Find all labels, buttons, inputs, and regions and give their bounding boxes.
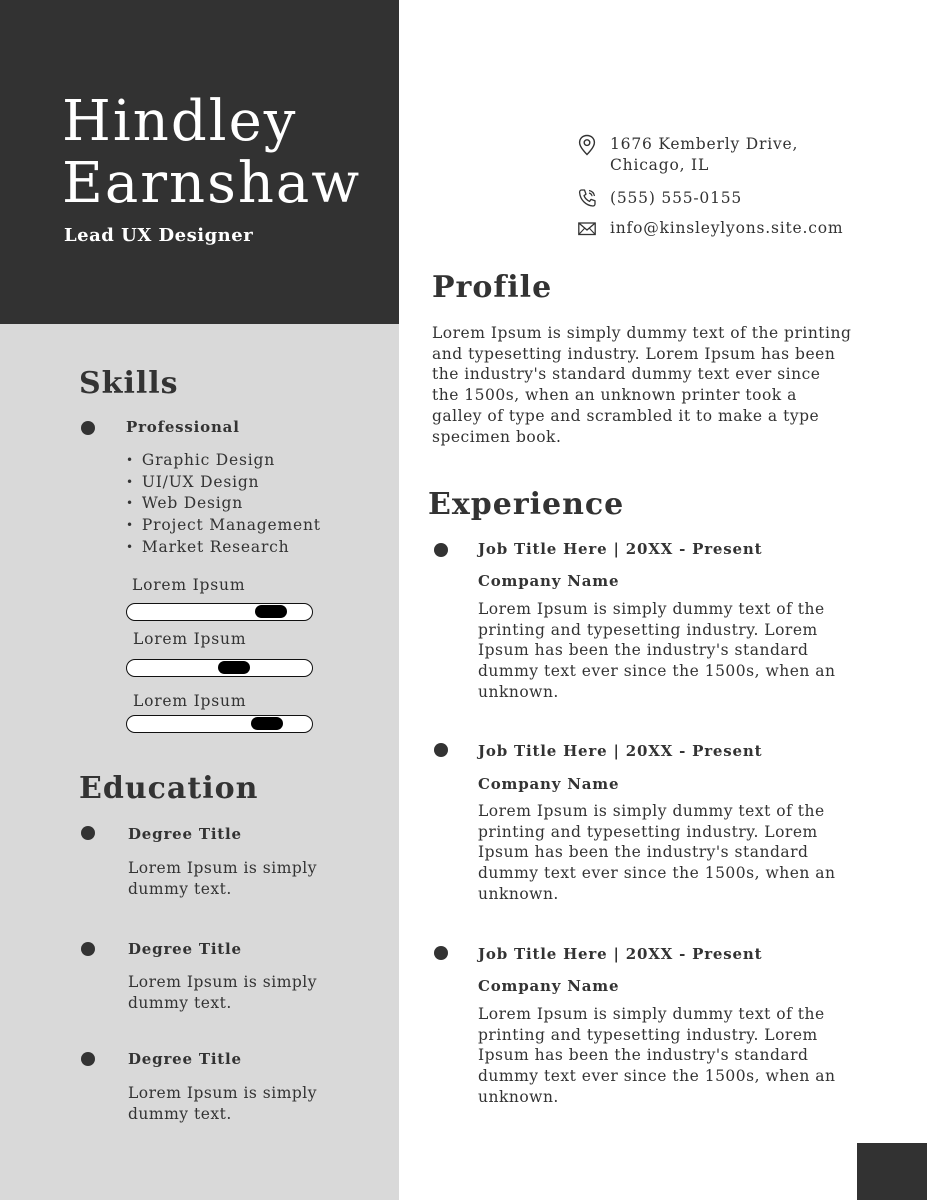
experience-company: Company Name [478, 977, 620, 995]
experience-job-title: Job Title Here | 20XX - Present [478, 945, 763, 963]
envelope-icon [577, 218, 597, 240]
skill-level-bar [126, 603, 313, 621]
experience-heading: Experience [428, 487, 625, 522]
location-pin-icon [577, 134, 597, 156]
experience-job-title: Job Title Here | 20XX - Present [478, 742, 763, 760]
degree-title: Degree Title [128, 825, 242, 843]
first-name: Hindley [62, 89, 298, 154]
profile-heading: Profile [432, 270, 553, 305]
experience-bullet [434, 743, 448, 757]
skills-category: Professional [126, 418, 240, 436]
job-title: Lead UX Designer [64, 225, 254, 246]
skills-bullet [81, 421, 95, 435]
address-line-1: 1676 Kemberly Drive, [610, 135, 799, 153]
skills-list [126, 450, 321, 559]
skill-level-bar [126, 659, 313, 677]
degree-description: Lorem Ipsum is simply dummy text. [128, 973, 318, 1012]
experience-company: Company Name [478, 572, 620, 590]
education-bullet [81, 942, 95, 956]
degree-title: Degree Title [128, 1050, 242, 1068]
corner-decoration [857, 1143, 927, 1200]
education-heading: Education [79, 771, 259, 806]
experience-description: Lorem Ipsum is simply dummy text of the printing and typesetting industry. Lorem Ipsum has been the industry's standard dummy text ever since the 1500s, when an unknown. [478, 802, 836, 903]
skill-item: • UI/UX Design [126, 472, 321, 494]
experience-description: Lorem Ipsum is simply dummy text of the printing and typesetting industry. Lorem Ipsum has been the industry's standard dummy text ever since the 1500s, when an unknown. [478, 600, 836, 701]
last-name: Earnshaw [62, 151, 362, 216]
degree-description: Lorem Ipsum is simply dummy text. [128, 1084, 318, 1123]
skill-item: • Graphic Design [126, 450, 321, 472]
skill-bar-label: Lorem Ipsum [133, 630, 247, 648]
experience-description: Lorem Ipsum is simply dummy text of the printing and typesetting industry. Lorem Ipsum has been the industry's standard dummy text ever since the 1500s, when an unknown. [478, 1005, 836, 1106]
experience-bullet [434, 946, 448, 960]
email-address: info@kinsleylyons.site.com [610, 219, 844, 237]
degree-title: Degree Title [128, 940, 242, 958]
skills-heading: Skills [79, 366, 179, 401]
phone-icon [577, 187, 597, 209]
degree-description: Lorem Ipsum is simply dummy text. [128, 859, 318, 898]
skill-level-indicator [255, 605, 287, 618]
skill-bar-label: Lorem Ipsum [133, 692, 247, 710]
skill-level-bar [126, 715, 313, 733]
skill-level-indicator [218, 661, 250, 674]
experience-company: Company Name [478, 775, 620, 793]
education-bullet [81, 826, 95, 840]
experience-bullet [434, 543, 448, 557]
skill-bar-label: Lorem Ipsum [132, 576, 246, 594]
skill-item: • Market Research [126, 537, 321, 559]
skill-level-indicator [251, 717, 283, 730]
phone-number: (555) 555-0155 [610, 189, 743, 207]
address-line-2: Chicago, IL [610, 156, 710, 174]
profile-text: Lorem Ipsum is simply dummy text of the printing and typesetting industry. Lorem Ipsum has been the industry's standard dummy text ever since the 1500s, when an unknown printer took a galley of type and scrambled it to make a type specimen book. [432, 324, 852, 446]
experience-job-title: Job Title Here | 20XX - Present [478, 540, 763, 558]
skill-item: • Project Management [126, 515, 321, 537]
skill-item: • Web Design [126, 493, 321, 515]
education-bullet [81, 1052, 95, 1066]
